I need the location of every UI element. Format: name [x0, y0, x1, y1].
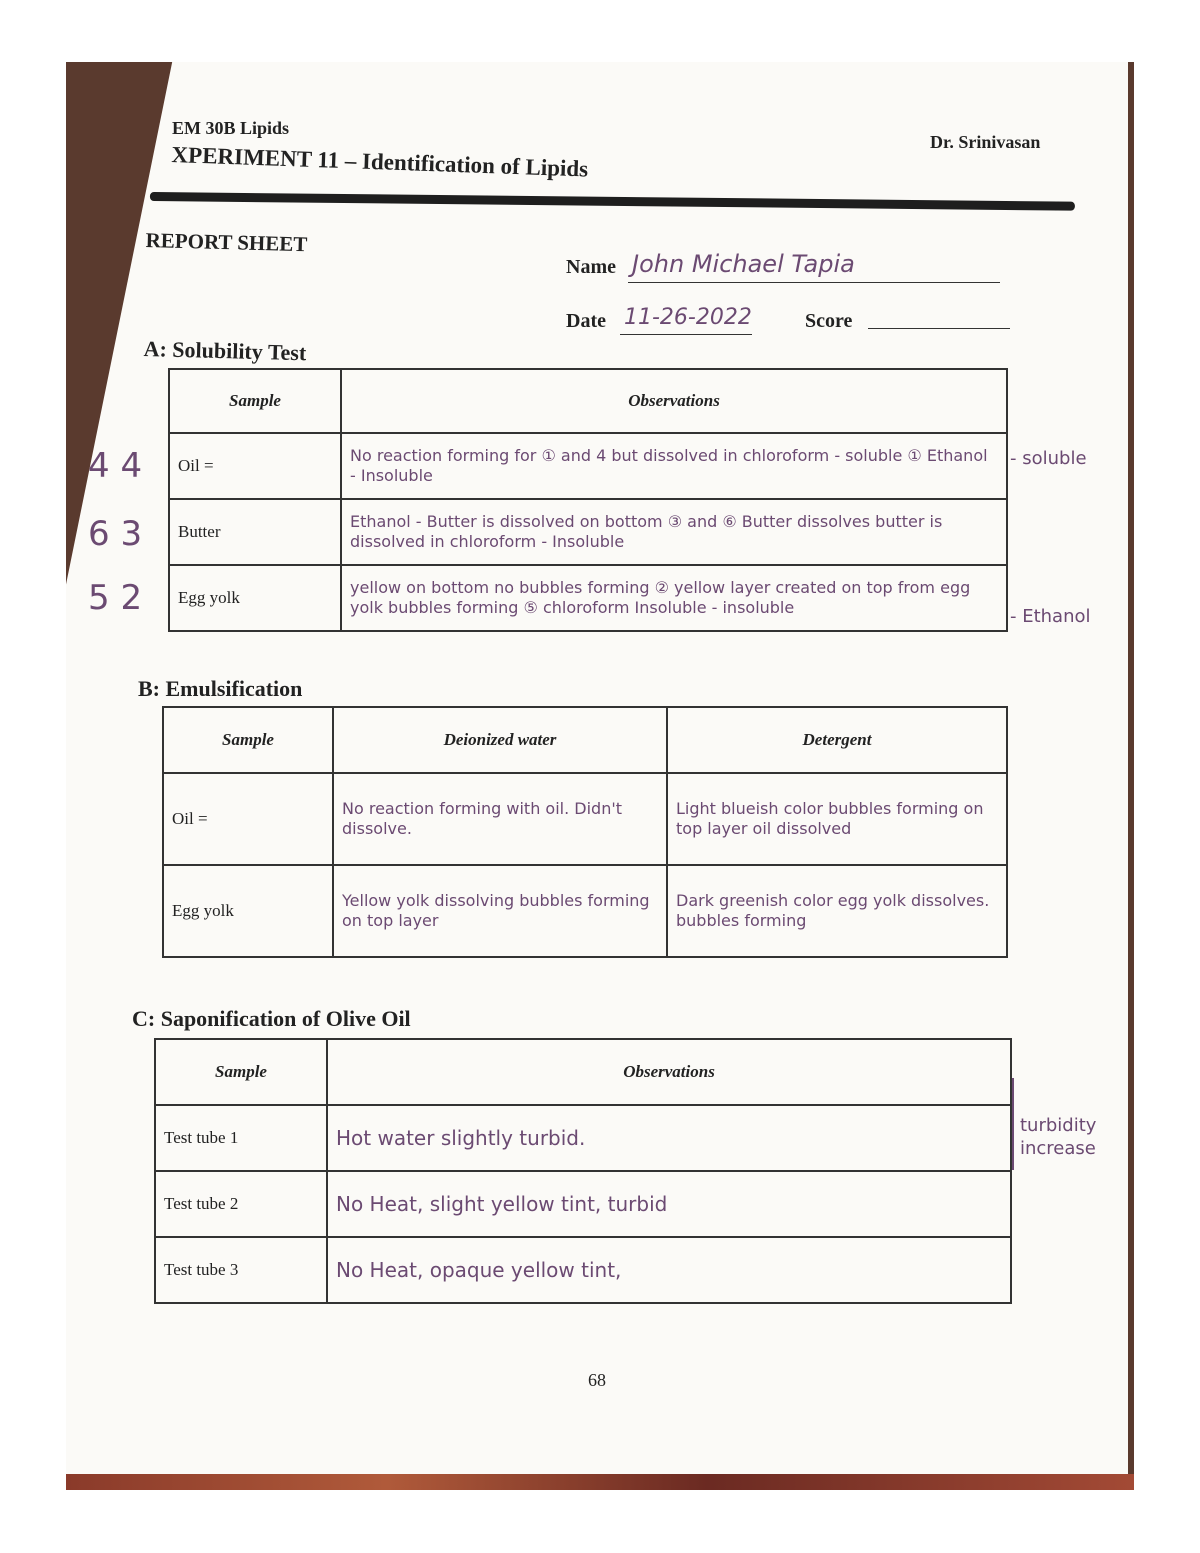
saponification-sample-tube-2: Test tube 2 — [155, 1171, 327, 1237]
date-value: 11-26-2022 — [624, 305, 752, 330]
table-row — [163, 865, 1007, 957]
emulsification-detergent-egg-yolk: Dark greenish color egg yolk dissolves. bubbles forming — [667, 865, 1007, 957]
solubility-sample-butter: Butter — [169, 499, 341, 565]
date-label: Date — [566, 310, 606, 332]
table-row — [169, 565, 1007, 631]
table-row — [155, 1171, 1011, 1237]
saponification-table — [154, 1038, 1012, 1304]
solubility-observation-egg-yolk: yellow on bottom no bubbles forming ② yellow layer created on top from egg yolk bubbles forming ⑤ chloroform Insoluble - insoluble — [341, 565, 1007, 631]
section-a-title: A: Solubility Test — [143, 336, 307, 366]
table-row — [155, 1237, 1011, 1303]
saponification-observation-tube-1: Hot water slightly turbid. — [327, 1105, 1011, 1171]
margin-mark-butter: 6 3 — [88, 514, 143, 554]
name-label: Name — [566, 256, 616, 278]
section-c-title: C: Saponification of Olive Oil — [132, 1006, 411, 1031]
emulsification-header-detergent: Detergent — [667, 707, 1007, 773]
saponification-header-sample: Sample — [155, 1039, 327, 1105]
table-row — [163, 773, 1007, 865]
saponification-sample-tube-3: Test tube 3 — [155, 1237, 327, 1303]
experiment-title: XPERIMENT 11 – Identification of Lipids — [171, 142, 589, 182]
side-note-ethanol: - Ethanol — [1010, 606, 1091, 627]
turbidity-arrow — [1012, 1078, 1018, 1170]
solubility-observation-butter: Ethanol - Butter is dissolved on bottom ③ and ⑥ Butter dissolves butter is dissolved in chloroform - Insoluble — [341, 499, 1007, 565]
emulsification-sample-egg-yolk: Egg yolk — [163, 865, 333, 957]
report-sheet-title: REPORT SHEET — [145, 228, 308, 257]
emulsification-table — [162, 706, 1008, 958]
instructor-name: Dr. Srinivasan — [930, 132, 1041, 152]
saponification-observation-tube-3: No Heat, opaque yellow tint, — [327, 1237, 1011, 1303]
saponification-observation-tube-2: No Heat, slight yellow tint, turbid — [327, 1171, 1011, 1237]
saponification-header-observations: Observations — [327, 1039, 1011, 1105]
margin-mark-oil: 4 4 — [88, 446, 143, 486]
emulsification-header-sample: Sample — [163, 707, 333, 773]
section-b-title: B: Emulsification — [138, 676, 303, 701]
solubility-sample-egg-yolk: Egg yolk — [169, 565, 341, 631]
side-note-turbidity: turbidity increase — [1020, 1115, 1097, 1160]
emulsification-water-egg-yolk: Yellow yolk dissolving bubbles forming on top layer — [333, 865, 667, 957]
saponification-sample-tube-1: Test tube 1 — [155, 1105, 327, 1171]
name-line — [628, 282, 1000, 283]
solubility-observation-oil: No reaction forming for ① and 4 but dissolved in chloroform - soluble ① Ethanol - Insoluble — [341, 433, 1007, 499]
name-value: John Michael Tapia — [632, 250, 855, 278]
course-label: EM 30B Lipids — [172, 118, 290, 138]
table-row — [155, 1105, 1011, 1171]
table-row — [169, 499, 1007, 565]
emulsification-sample-oil: Oil = — [163, 773, 333, 865]
solubility-header-observations: Observations — [341, 369, 1007, 433]
solubility-sample-oil: Oil = — [169, 433, 341, 499]
table-row — [169, 433, 1007, 499]
score-label: Score — [805, 310, 853, 332]
solubility-table — [168, 368, 1008, 632]
emulsification-detergent-oil: Light blueish color bubbles forming on top layer oil dissolved — [667, 773, 1007, 865]
margin-mark-egg-yolk: 5 2 — [88, 578, 143, 618]
emulsification-water-oil: No reaction forming with oil. Didn't dissolve. — [333, 773, 667, 865]
side-note-soluble: - soluble — [1010, 448, 1087, 469]
solubility-header-sample: Sample — [169, 369, 341, 433]
table-surface-edge — [66, 1474, 1134, 1490]
emulsification-header-water: Deionized water — [333, 707, 667, 773]
date-line — [620, 334, 752, 335]
score-line — [868, 328, 1010, 329]
page-number: 68 — [588, 1370, 606, 1390]
